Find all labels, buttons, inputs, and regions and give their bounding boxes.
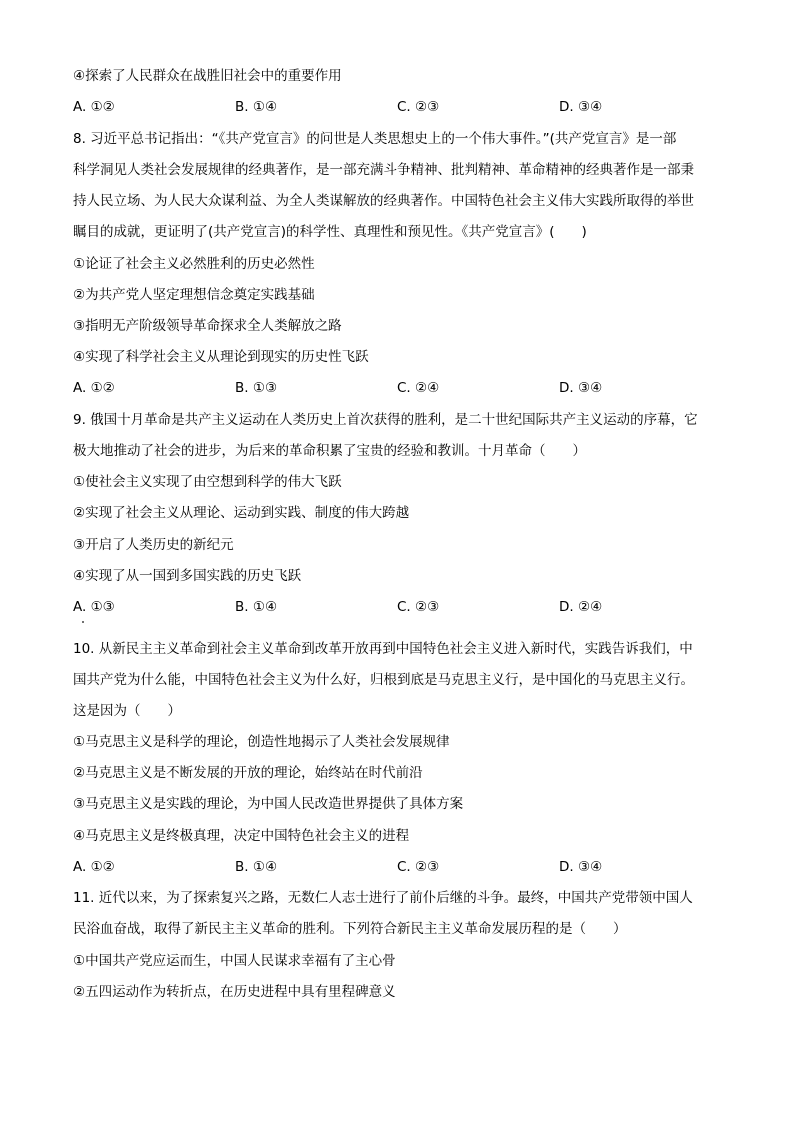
- q7-option-b: B. ①④: [235, 99, 278, 115]
- q8-item-3: ③指明无产阶级领导革命探求全人类解放之路: [73, 318, 342, 334]
- q11-stem-line-2: 民浴血奋战，取得了新民主主义革命的胜利。下列符合新民主主义革命发展历程的是（ ）: [73, 921, 627, 937]
- q7-item-4: ④探索了人民群众在战胜旧社会中的重要作用: [73, 68, 342, 84]
- q10-option-a: A. ①②: [73, 859, 115, 875]
- q11-item-2: ②五四运动作为转折点，在历史进程中具有里程碑意义: [73, 984, 396, 1000]
- q9-option-d: D. ②④: [559, 599, 603, 615]
- q7-option-a: A. ①②: [73, 99, 115, 115]
- q10-item-3: ③马克思主义是实践的理论，为中国人民改造世界提供了具体方案: [73, 796, 464, 812]
- q8-item-1: ①论证了社会主义必然胜利的历史必然性: [73, 256, 315, 272]
- q10-stem-line-2: 国共产党为什么能，中国特色社会主义为什么好，归根到底是马克思主义行，是中国化的马克思主义行。: [73, 672, 694, 688]
- q8-item-4: ④实现了科学社会主义从理论到现实的历史性飞跃: [73, 349, 369, 365]
- q9-item-3: ③开启了人类历史的新纪元: [73, 537, 234, 553]
- q10-item-2: ②马克思主义是不断发展的开放的理论，始终站在时代前沿: [73, 765, 423, 781]
- q10-stem-line-3: 这是因为（ ）: [73, 703, 181, 719]
- q7-option-c: C. ②③: [397, 99, 440, 115]
- q11-item-1: ①中国共产党应运而生，中国人民谋求幸福有了主心骨: [73, 953, 396, 969]
- q10-stem-line-1: 10. 从新民主主义革命到社会主义革命到改革开放再到中国特色社会主义进入新时代，实践告诉我们，中: [73, 641, 693, 657]
- q8-stem-line-2: 科学洞见人类社会发展规律的经典著作，是一部充满斗争精神、批判精神、革命精神的经典著作是一部秉: [73, 162, 694, 178]
- q9-item-1: ①使社会主义实现了由空想到科学的伟大飞跃: [73, 474, 342, 490]
- q8-options: [73, 378, 723, 398]
- q7-option-d: D. ③④: [559, 99, 603, 115]
- q10-option-b: B. ①④: [235, 859, 278, 875]
- q8-stem-line-3: 持人民立场、为人民大众谋利益、为全人类谋解放的经典著作。中国特色社会主义伟大实践所取得的举世: [73, 193, 694, 209]
- q8-option-d: D. ③④: [559, 380, 603, 396]
- stray-dot-mark: [82, 621, 84, 623]
- q8-stem-line-1: 8. 习近平总书记指出：“《共产党宣言》的问世是人类思想史上的一个伟大事件。”(共产党宣言》是一部: [73, 131, 677, 147]
- q9-option-b: B. ①④: [235, 599, 278, 615]
- q9-item-4: ④实现了从一国到多国实践的历史飞跃: [73, 568, 302, 584]
- q11-stem-line-1: 11. 近代以来，为了探索复兴之路，无数仁人志士进行了前仆后继的斗争。最终，中国共产党带领中国人: [73, 890, 693, 906]
- q8-item-2: ②为共产党人坚定理想信念奠定实践基础: [73, 287, 315, 303]
- q9-stem-line-1: 9. 俄国十月革命是共产主义运动在人类历史上首次获得的胜利，是二十世纪国际共产主义运动的序幕，它: [73, 412, 698, 428]
- q7-options: [73, 97, 723, 117]
- q10-option-c: C. ②③: [397, 859, 440, 875]
- q9-item-2: ②实现了社会主义从理论、运动到实践、制度的伟大跨越: [73, 505, 410, 521]
- q10-item-4: ④马克思主义是终极真理，决定中国特色社会主义的进程: [73, 828, 410, 844]
- q9-options: [73, 597, 723, 617]
- q8-option-c: C. ②④: [397, 380, 440, 396]
- q10-options: [73, 857, 723, 877]
- q10-option-d: D. ③④: [559, 859, 603, 875]
- q8-option-b: B. ①③: [235, 380, 278, 396]
- q9-option-a: A. ①③: [73, 599, 115, 615]
- q9-stem-line-2: 极大地推动了社会的进步，为后来的革命积累了宝贵的经验和教训。十月革命（ ）: [73, 443, 586, 459]
- q9-option-c: C. ②③: [397, 599, 440, 615]
- q8-stem-line-4: 瞩目的成就，更证明了(共产党宣言)的科学性、真理性和预见性。《共产党宣言》( ): [73, 224, 587, 240]
- q8-option-a: A. ①②: [73, 380, 115, 396]
- q10-item-1: ①马克思主义是科学的理论，创造性地揭示了人类社会发展规律: [73, 734, 450, 750]
